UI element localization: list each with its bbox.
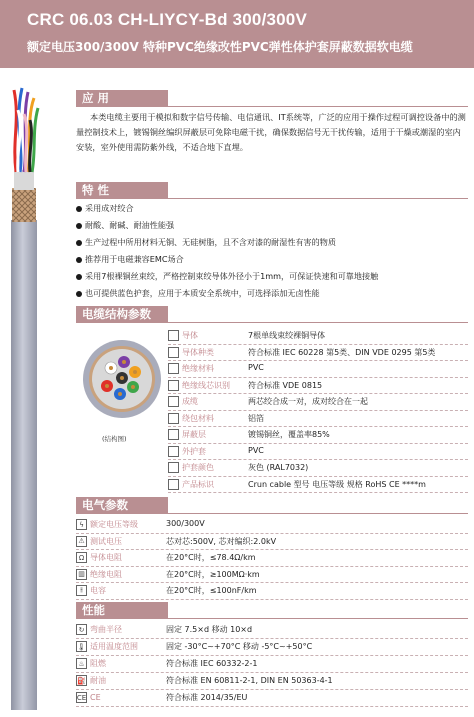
structure-value: 灰色 (RAL7032): [248, 463, 309, 472]
structure-value: 符合标准 IEC 60228 第5类、DIN VDE 0295 第5类: [248, 347, 436, 357]
application-text: 本类电缆主要用于模拟和数字信号传输、电信通讯、IT系统等，广泛的应用于操作过程可调控设备中的测量控制技术上，镀锡铜丝编织屏蔽层可免除电磁干扰，确保数据信号无干扰传输，适用于干燥或潮湿的室内安装，室外使用需防紫外线，不适合地下直埋。: [76, 112, 466, 152]
feature-text: 耐酸、耐碱、耐油性能强: [85, 220, 175, 230]
performance-label: 弯曲半径: [90, 625, 122, 634]
voltage-icon: ϟ: [76, 519, 87, 530]
feature-item: [76, 203, 134, 214]
electrical-label: 额定电压等级: [90, 520, 138, 529]
feature-text: 采用成对绞合: [85, 203, 134, 213]
performance-heading-text: 性能: [82, 603, 105, 617]
structure-row-divider: [168, 393, 468, 394]
bullet-icon: [76, 206, 82, 212]
performance-value: 符合标准 IEC 60332-2-1: [166, 659, 258, 668]
structure-heading-text: 电缆结构参数: [82, 307, 151, 321]
performance-divider: [76, 618, 468, 619]
application-divider: [76, 106, 468, 107]
conductor-type-icon: [168, 347, 179, 358]
electrical-heading-text: 电气参数: [82, 498, 128, 512]
feature-text: 采用7根裸铜丝束绞，严格控制束绞导体外径小于1mm，可保证快速和可靠地接触: [85, 271, 379, 281]
structure-row: [168, 328, 198, 343]
structure-label: 绝缘线芯识别: [182, 380, 230, 390]
performance-value: 符合标准 EN 60811-2-1, DIN EN 50363-4-1: [166, 676, 333, 685]
application-heading-text: 应 用: [82, 91, 110, 105]
performance-value: 固定 -30°C~+70°C 移动 -5°C~+50°C: [166, 642, 313, 651]
cable-cross-section: [82, 339, 162, 419]
performance-label: CE: [90, 693, 101, 702]
resistance-icon: Ω: [76, 552, 87, 563]
core-id-icon: [168, 380, 179, 391]
performance-label: 耐油: [90, 676, 106, 685]
wrapping-icon: [168, 413, 179, 424]
bullet-icon: [76, 223, 82, 229]
structure-row-divider: [168, 492, 468, 493]
performance-row-divider: [76, 655, 468, 656]
structure-label: 屏蔽层: [182, 430, 206, 439]
marking-icon: [168, 479, 179, 490]
structure-label: 产品标识: [182, 479, 214, 489]
product-title: CRC 06.03 CH-LIYCY-Bd 300/300V: [27, 10, 307, 29]
electrical-row-divider: [76, 549, 468, 550]
structure-row: [168, 477, 214, 492]
structure-value: Crun cable 型号 电压等级 规格 RoHS CE ****m: [248, 479, 426, 489]
electrical-value: 300/300V: [166, 519, 205, 528]
electrical-value: 芯对芯:500V, 芯对编织:2.0kV: [166, 536, 277, 546]
performance-row: [76, 622, 122, 637]
structure-label: 导体: [182, 331, 198, 340]
electrical-label: 测试电压: [90, 536, 122, 546]
structure-value: 两芯绞合成一对，成对绞合在一起: [248, 397, 368, 406]
stranding-icon: [168, 396, 179, 407]
performance-row-divider: [76, 672, 468, 673]
conductor-icon: [168, 330, 179, 341]
structure-value: PVC: [248, 445, 264, 455]
structure-value: 镀锡铜丝，覆盖率85%: [248, 430, 330, 439]
electrical-row-divider: [76, 533, 468, 534]
insulation-resistance-icon: ▥: [76, 569, 87, 580]
performance-row: [76, 656, 106, 671]
structure-row: [168, 345, 214, 360]
structure-label: 护套颜色: [182, 463, 214, 472]
structure-label: 绝缘材料: [182, 364, 214, 373]
structure-label: 绕包材料: [182, 413, 214, 423]
structure-row: [168, 460, 214, 475]
performance-label: 适用温度范围: [90, 642, 138, 651]
structure-label: 外护套: [182, 446, 206, 456]
electrical-label: 绝缘电阻: [90, 569, 122, 579]
cross-section-caption: (结构图): [102, 435, 127, 443]
product-subtitle: 额定电压300/300V 特种PVC绝缘改性PVC弹性体护套屏蔽数据软电缆: [27, 40, 413, 54]
electrical-row: [76, 583, 106, 598]
structure-row-divider: [168, 426, 468, 427]
electrical-row-divider: [76, 599, 468, 600]
performance-row: [76, 690, 101, 705]
temperature-icon: 🌡: [77, 642, 86, 651]
sheath-icon: [168, 446, 179, 457]
feature-text: 也可提供蓝色护套，应用于本质安全系统中，可选择添加无卤性能: [85, 288, 320, 298]
structure-value: 铝箔: [248, 413, 264, 423]
electrical-row: [76, 517, 138, 532]
electrical-label: 导体电阻: [90, 553, 122, 562]
electrical-value: 在20°C时，≤78.4Ω/km: [166, 553, 256, 562]
flame-icon: ♨: [76, 658, 87, 669]
electrical-row-divider: [76, 582, 468, 583]
structure-value: PVC: [248, 363, 264, 372]
feature-text: 生产过程中所用材料无铜、无硅树脂，且不含对漆的耐湿性有害的物质: [85, 237, 336, 247]
bullet-icon: [76, 240, 82, 246]
structure-row: [168, 411, 214, 426]
electrical-value: 在20°C时，≥100MΩ·km: [166, 569, 260, 579]
performance-label: 阻燃: [90, 659, 106, 668]
structure-row-divider: [168, 443, 468, 444]
structure-label: 成缆: [182, 397, 198, 406]
feature-item: [76, 288, 320, 299]
features-heading-text: 特 性: [82, 183, 110, 197]
test-voltage-icon: ⚠: [76, 536, 87, 547]
structure-divider: [76, 322, 468, 323]
structure-label: 导体种类: [182, 347, 214, 357]
structure-value: 7根单线束绞裸铜导体: [248, 331, 326, 340]
performance-row-divider: [76, 689, 468, 690]
sheath-color-icon: [168, 462, 179, 473]
capacitance-icon: ⫲: [76, 585, 87, 596]
performance-row: [76, 639, 138, 654]
screen-icon: [168, 429, 179, 440]
features-heading: [76, 182, 168, 198]
electrical-row: [76, 550, 122, 565]
performance-heading: [76, 602, 168, 618]
structure-row: [168, 361, 214, 376]
feature-text: 推荐用于电磁兼容EMC场合: [85, 254, 184, 264]
bullet-icon: [76, 291, 82, 297]
application-heading: [76, 90, 168, 106]
electrical-row-divider: [76, 566, 468, 567]
structure-row: [168, 378, 230, 393]
electrical-label: 电容: [90, 586, 106, 595]
structure-row: [168, 394, 198, 409]
performance-row-divider: [76, 706, 468, 707]
structure-value: 符合标准 VDE 0815: [248, 380, 323, 390]
bullet-icon: [76, 257, 82, 263]
feature-item: [76, 237, 336, 248]
performance-row: [76, 673, 106, 688]
performance-value: 固定 7.5×d 移动 10×d: [166, 625, 253, 634]
insulation-icon: [168, 363, 179, 374]
electrical-row: [76, 534, 122, 549]
feature-item: [76, 254, 184, 265]
structure-row: [168, 427, 206, 442]
header-banner: [0, 0, 474, 68]
feature-item: [76, 220, 174, 231]
performance-value: 符合标准 2014/35/EU: [166, 693, 248, 702]
feature-item: [76, 271, 378, 282]
ce-icon: CE: [76, 693, 87, 702]
oil-icon: ⛽: [77, 676, 86, 685]
electrical-divider: [76, 513, 468, 514]
electrical-heading: [76, 497, 168, 513]
electrical-row: [76, 567, 122, 582]
structure-row: [168, 444, 206, 459]
bend-radius-icon: ↻: [76, 624, 87, 635]
features-divider: [76, 198, 468, 199]
electrical-value: 在20°C时，≤100nF/km: [166, 586, 257, 595]
bullet-icon: [76, 274, 82, 280]
cable-illustration: [4, 80, 44, 710]
structure-heading: [76, 306, 168, 322]
